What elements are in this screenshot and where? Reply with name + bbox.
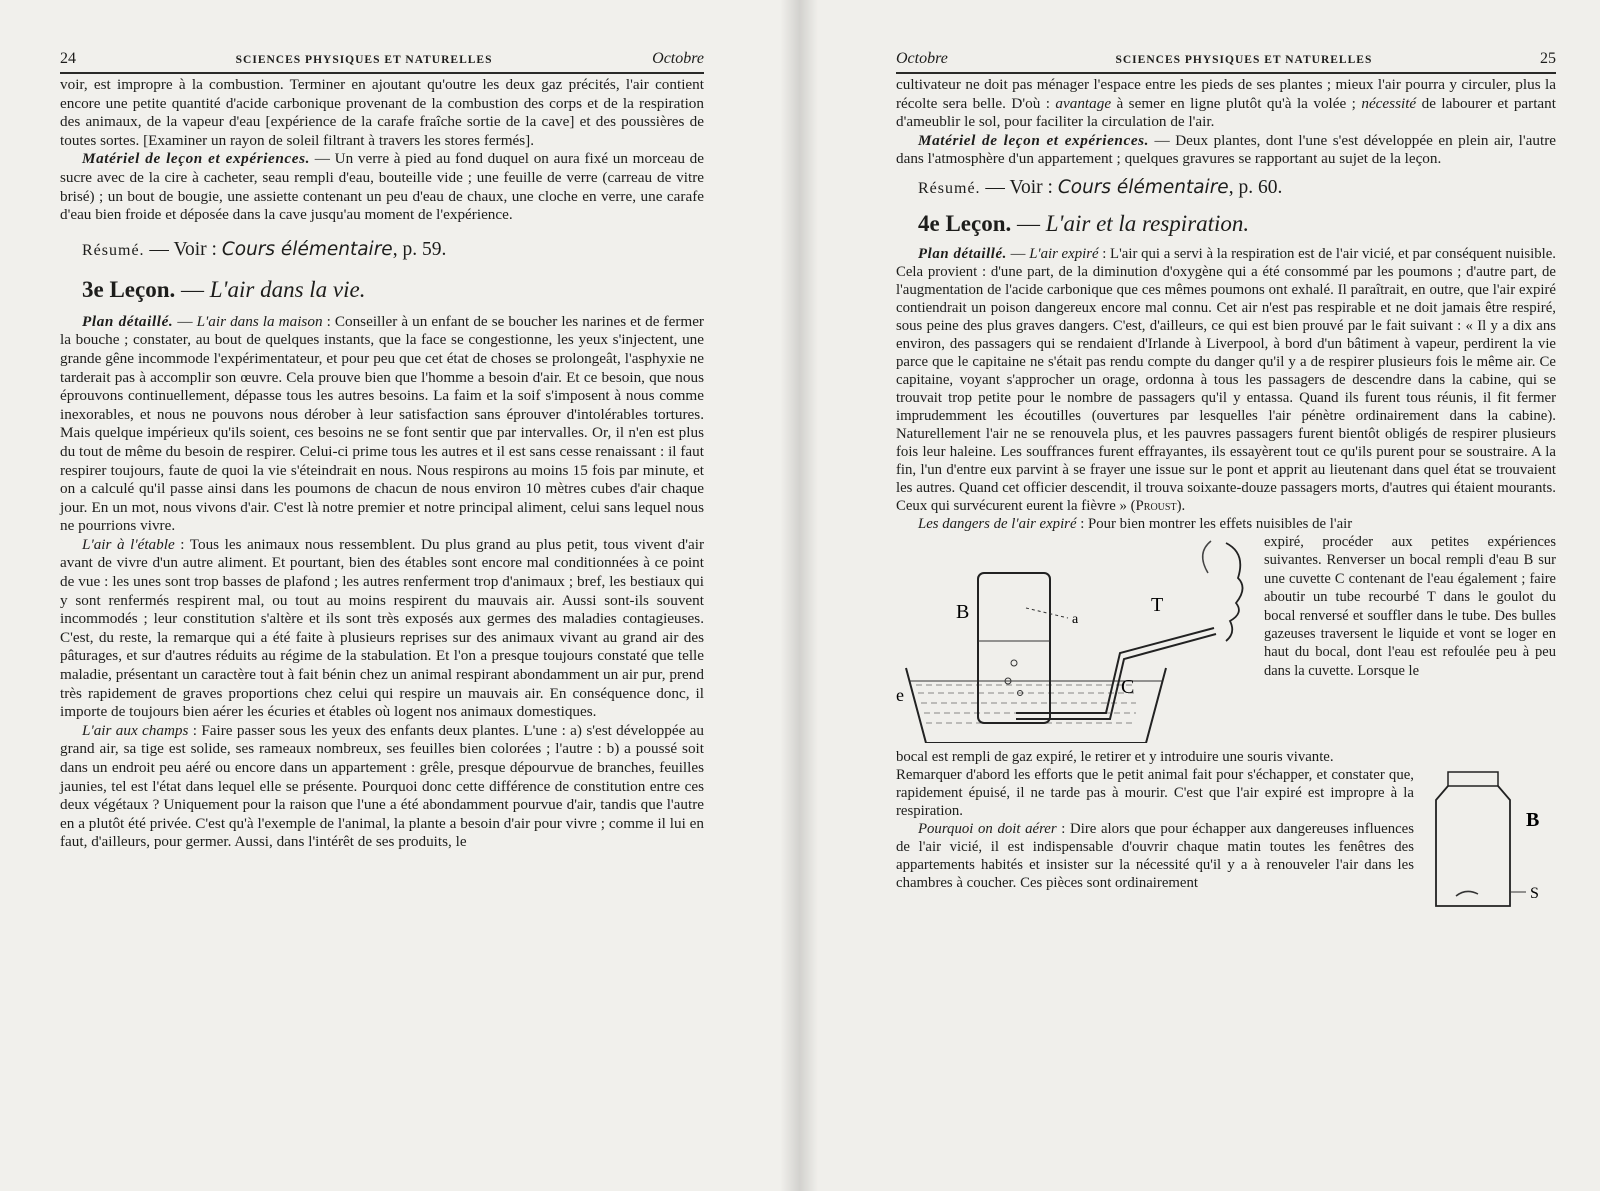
pourquoi-subheading: Pourquoi on doit aérer: [918, 820, 1057, 837]
emphasis-necessite: nécessité: [1361, 94, 1417, 112]
page-number: 25: [1539, 50, 1556, 67]
gutter-shadow: [800, 0, 818, 1191]
resume-reference: Cours élémentaire: [1057, 176, 1229, 198]
page-header: [896, 50, 1556, 74]
plan-label: Plan détaillé.: [82, 312, 174, 330]
right-page: [800, 0, 1600, 1191]
label-c: C: [1121, 675, 1135, 698]
plan-paragraph: Plan détaillé. — L'air expiré : L'air qui a servi à la respiration est de l'air vicié, et par conséquent nuisible. Cela provient : d'une part, de la diminution d'oxygène qui a été consommé par les poumons ; d'autre part, de l'augmentation de l'acide carbonique que ces mêmes poumons ont exhalé. Il paraîtrait, en outre, que l'air expiré contiendrait un poison dangereux encore mal connu. Cet air n'est pas respirable et ne doit jamais être respiré, sous peine des plus graves dangers. C'est, d'ailleurs, ce qui est bien prouvé par le fait suivant : « Il y a dix ans environ, des passagers qui se rendaient d'Irlande à Liverpool, à bord d'un bâtiment à vapeur, perdirent la vie parce que le capitaine ne s'était pas rendu compte du danger qu'il y a de respirer plusieurs fois le même air. Ce capitaine, voyant s'approcher un orage, ordonna à tous les passagers de descendre dans la cabine, qui se trouvait trop petite pour le nombre de passagers qu'il y entassa. Quand ils furent tous réunis, il fit fermer imprudemment les écoutilles (ouvertures par lesquelles l'air pénètre ordinairement dans la cabine). Naturellement l'air ne se renouvela plus, et les pauvres passagers furent bientôt obligés de respirer plusieurs fois leur haleine. Les souffrances furent effrayantes, ils essayèrent tout ce qu'ils purent pour se soustraire. A la fin, l'un d'entre eux parvint à se frayer une issue sur le pont et apprit au lieutenant dans quel état se trouvaient les autres. Quand cet officier descendit, il trouva soixante-douze passagers morts, d'autres qui étaient mourants. Ceux qui survécurent eurent la fièvre » (Proust).: [896, 245, 1556, 514]
resume-reference: Cours élémentaire: [221, 238, 393, 260]
pourquoi-text: : Dire alors que pour échapper aux dangereuses influences de l'air vicié, il est indispensable d'ouvrir chaque matin toutes les fenêtres des appartements habités et insister sur la nécessité qu'il y a à renouveler l'air dans les chambres à coucher. Ces pièces sont ordinairement: [896, 820, 1414, 891]
page-number: 24: [60, 50, 76, 67]
remarquer-paragraph: Remarquer d'abord les efforts que le petit animal fait pour s'échapper, et constater que, rapidement épuisé, il ne tarde pas à mourir. C'est que l'air expiré est impropre à la respiration.: [896, 766, 1414, 819]
etable-subheading: L'air à l'étable: [82, 535, 175, 553]
plan-label: Plan détaillé.: [918, 245, 1007, 262]
lesson-heading: 4e Leçon. — L'air et la respiration.: [918, 210, 1250, 236]
champs-paragraph: [60, 722, 704, 852]
tube-outline-inner: [1016, 634, 1216, 719]
label-t: T: [1151, 593, 1164, 616]
breathing-apparatus-figure: [896, 533, 1252, 748]
plan-subheading: L'air expiré: [1029, 245, 1099, 262]
jar-body: [1436, 786, 1510, 906]
bubble: [1011, 660, 1017, 666]
text-run: ).: [1176, 497, 1186, 514]
right-body-2: [896, 245, 1556, 921]
plan-paragraph: Plan détaillé. — L'air dans la maison : Conseiller à un enfant de se boucher les narines et de fermer la bouche ; constater, au bout de quelques instants, que la face se congestionne, les yeux s'injectent, une grande gêne incommode l'expérimentateur, et pour peu que cet état de choses se prolongeât, l'asphyxie ne tarderait pas à accomplir son œuvre. Cela prouve bien que l'homme a besoin d'air. Et ce besoin, que nous éprouvons continuellement, dépasse tous les autres besoins. La faim et la soif s'imposent à nous comme inexorables, et nous ne pouvons nous dérober à leur satisfaction sans éprouver d'intolérables tortures. Mais quelque impérieux qu'ils soient, ces besoins ne se font sentir que par intervalles. Or, il n'en est plus du tout de même du besoin de respirer. Celui-ci prime tous les autres et il est sans cesse renaissant : il faut respirer toujours, faute de quoi la vie s'éteindrait en nous. Nous respirons au moins 15 fois par minute, et on a calculé qu'il passe ainsi dans les poumons de chacun de nous environ 10 mètres cubes d'air chaque jour. En un mot, nous vivons d'air. C'est là notre premier et notre principal aliment, celui sans lequel nous ne pourrions vivre.: [60, 312, 704, 535]
jar-text: [896, 766, 1414, 892]
etable-paragraph: [60, 536, 704, 722]
resume-line: [82, 239, 704, 261]
gutter-shadow: [780, 0, 800, 1191]
champs-text: : Faire passer sous les yeux des enfants deux plantes. L'une : a) s'est développée au grand air, sa tige est solide, ses rameaux nombreux, ses feuilles bien colorées ; l'autre : b) a poussé soit dans un endroit peu aéré ou encore dans un appartement : grêle, presque dépourvue de branches, feuilles jaunies, tel est l'état dans lequel elle se présente. Pourquoi donc cette différence de constitution entre ces deux végétaux ? Uniquement pour la raison que l'une a été abondamment pourvue d'air, tandis que l'autre en a plutôt été privée. C'est qu'à l'exemple de l'animal, la plante a besoin d'air pour vivre ; comme il lui en faut, d'ailleurs, pour germer. Aussi, dans l'intérêt de ses produits, le: [60, 721, 704, 851]
pointer-a: [1026, 608, 1068, 618]
resume-voir: — Voir :: [980, 176, 1058, 198]
resume-page: , p. 59.: [392, 238, 447, 260]
water-hatching: [916, 685, 1136, 723]
plan-text: : Conseiller à un enfant de se boucher les narines et de fermer la bouche ; constater, au bout de quelques instants, que la face se congestionne, les yeux s'injectent, une grande gêne incommode l'expérimentateur, et pour peu que cet état de choses se prolongeât, l'asphyxie ne tarderait pas à accomplir son œuvre. Cela prouve bien que l'homme a besoin d'air. Et ce besoin, que nous éprouvons continuellement, dépasse tous les autres besoins. La faim et la soif s'imposent à nous comme inexorables, et nous ne pouvons nous dérober à leur satisfaction sans éprouver d'intolérables tortures. Mais quelque impérieux qu'ils soient, ces besoins ne se font sentir que par intervalles. Or, il n'en est plus du tout de même du besoin de respirer. Celui-ci prime tous les autres et il est sans cesse renaissant : il faut respirer toujours, faute de quoi la vie s'éteindrait en nous. Nous respirons au moins 15 fois par minute, et on a calculé qu'il passe ainsi dans les poumons de chacun de nous environ 10 mètres cubes d'air chaque jour. En un mot, nous vivons d'air. C'est là notre premier et notre principal aliment, celui sans lequel nous ne pourrions vivre.: [60, 312, 704, 535]
dangers-end: bocal est rempli de gaz expiré, le retirer et y introduire une souris vivante.: [896, 748, 1334, 765]
jar-illustration: [1426, 766, 1556, 916]
running-title: SCIENCES PHYSIQUES ET NATURELLES: [1115, 54, 1373, 66]
dangers-paragraph: [896, 515, 1556, 533]
apparatus-illustration: [896, 533, 1252, 743]
paragraph: [896, 76, 1556, 132]
materiel-text: — Deux plantes, dont l'une s'est développée en plein air, l'autre dans l'atmosphère d'un appartement ; quelques gravures se rapportant au sujet de la leçon.: [896, 131, 1556, 168]
header-month: Octobre: [896, 50, 948, 67]
label-e: e: [896, 684, 904, 705]
plan-text: : L'air qui a servi à la respiration est de l'air vicié, et par conséquent nuisible. Cela provient : d'une part, de la diminution d'oxygène qui a été consommé par les poumons ; d'autre part, de l'augmentation de l'acide carbonique que ces mêmes poumons ont exhalé. Il paraîtrait, en outre, que l'air expiré contiendrait un poison dangereux encore mal connu. Cet air n'est pas respirable et ne doit jamais être respiré, sous peine des plus graves dangers. C'est, d'ailleurs, ce qui est bien prouvé par le fait suivant : « Il y a dix ans environ, des passagers qui se rendaient d'Irlande à Liverpool, à bord d'un bâtiment à vapeur, perdirent la vie parce que le capitaine ne s'était pas rendu compte du danger qu'il y a de respirer plusieurs fois le même air. Ce capitaine, voyant s'approcher un orage, ordonna à tous les passagers de descendre dans la cabine, qui se trouvait trop petite pour le nombre de passagers qu'il y entassa. Quand ils furent tous réunis, il fit fermer imprudemment les écoutilles (ouvertures par lesquelles l'air pénètre ordinairement dans la cabine). Naturellement l'air ne se renouvela plus, et les pauvres passagers furent bientôt obligés de respirer plusieurs fois leur haleine. Les souffrances furent effrayantes, ils essayèrent tout ce qu'ils purent pour se soustraire. A la fin, l'un d'entre eux parvint à se frayer une issue sur le pont et apprit au lieutenant dans quel état se trouvaient les autres. Quand cet officier descendit, il trouva soixante-douze passagers morts, d'autres qui étaient mourants. Ceux qui survécurent eurent la fièvre » (: [896, 245, 1556, 514]
label-b: B: [1526, 808, 1540, 831]
face-profile: [1226, 543, 1243, 641]
dangers-text: : Pour bien montrer les effets nuisibles de l'air: [1076, 515, 1353, 532]
materiel-paragraph: [896, 132, 1556, 169]
mouse-shape: [1456, 891, 1478, 896]
materiel-text: — Un verre à pied au fond duquel on aura fixé un morceau de sucre avec de la cire à cacheter, seau rempli d'eau, bouteille vide ; une feuille de verre (carreau de vitre brisé) ; un bout de bougie, une assiette contenant un peu d'eau de chaux, une cloche en verre, une carafe d'eau bien froide et déposée dans la cave jusqu'au moment de l'expérience.: [60, 150, 704, 224]
label-b: B: [956, 600, 970, 623]
text-run: à semer en ligne plutôt qu'à la volée ;: [1111, 94, 1362, 112]
resume-line: [918, 177, 1556, 199]
lesson-heading: 3e Leçon. — L'air dans la vie.: [82, 276, 366, 302]
champs-subheading: L'air aux champs: [82, 721, 189, 739]
running-title: SCIENCES PHYSIQUES ET NATURELLES: [235, 54, 493, 66]
hair-stroke: [1203, 541, 1211, 573]
lesson-number: 4e Leçon.: [918, 210, 1012, 236]
figure-block: [896, 533, 1556, 748]
resume-label: Résumé.: [918, 179, 981, 197]
header-month: Octobre: [652, 50, 704, 67]
lesson-number: 3e Leçon.: [82, 276, 176, 302]
right-body: [896, 76, 1556, 169]
resume-label: Résumé.: [82, 241, 145, 259]
dangers-subheading: Les dangers de l'air expiré: [918, 515, 1077, 532]
left-body: [60, 76, 704, 225]
author-proust: Proust: [1135, 497, 1177, 514]
mouse-jar-figure: [1426, 766, 1556, 921]
left-body-2: [60, 313, 704, 852]
materiel-label: Matériel de leçon et expériences.: [918, 131, 1150, 149]
lesson-title: L'air et la respiration.: [1045, 210, 1250, 236]
jar-neck: [1448, 772, 1498, 786]
plan-subheading: L'air dans la maison: [196, 312, 323, 330]
lesson-title: L'air dans la vie.: [209, 276, 366, 302]
materiel-label: Matériel de leçon et expériences.: [82, 150, 310, 168]
jar-outline: [978, 573, 1050, 723]
label-s: S: [1530, 884, 1539, 902]
pourquoi-paragraph: [896, 820, 1414, 892]
jar-block: [896, 766, 1556, 921]
etable-text: : Tous les animaux nous ressemblent. Du plus grand au plus petit, tous vivent d'air avant de vivre d'un autre aliment. Et pourtant, bien des étables sont encore mal conditionnées à ce point de vue : les unes sont trop basses de plafond ; les autres renferment trop d'animaux ; bref, les bestiaux qui y sont renfermés respirent mal, ou tout au moins respirent du mauvais air. Aussi sont-ils souvent incommodés ; leur constitution s'altère et ils sont très exposés aux germes des maladies contagieuses. C'est, du reste, la remarque qui a été faite à plusieurs reprises sur des animaux vivant au grand air des pâturages, et sur d'autres réduits au régime de la stabulation. Et l'on a presque toujours constaté que telle maladie, présentant un caractère tout à fait bénin chez un animal respirant abondamment un air pur, prend très rapidement de graves proportions chez celui qui respire un mauvais air. En conséquence donc, il importe de toujours bien aérer les écuries et étables où logent nos animaux domestiques.: [60, 535, 704, 721]
resume-page: , p. 60.: [1228, 176, 1283, 198]
text-run: de labourer et partant d'ameublir le sol, pour faciliter la circulation de l'air.: [896, 94, 1556, 131]
dangers-continued: expiré, procéder aux petites expériences suivantes. Renverser un bocal rempli d'eau B sur une cuvette C contenant de l'eau également ; faire aboutir un tube recourbé T dans le goulot du bocal renversé et souffler dans le tube. Des bulles gazeuses traversent le liquide et vont se loger en haut du bocal, dont l'eau est refoulée peu à peu dans la cuvette. Lorsque le: [1264, 533, 1556, 679]
text-run: cultivateur ne doit pas ménager l'espace entre les pieds de ses plantes ; mieux l'air pourra y circuler, plus la récolte sera belle. D'où :: [896, 76, 1556, 112]
emphasis-avantage: avantage: [1055, 94, 1112, 112]
materiel-paragraph: [60, 150, 704, 224]
resume-voir: — Voir :: [144, 238, 222, 260]
label-a: a: [1072, 611, 1079, 627]
paragraph: voir, est impropre à la combustion. Terminer en ajoutant qu'outre les deux gaz précités, l'air contient encore une petite quantité d'acide carbonique provenant de la combustion des corps et de la respiration des animaux, de la vapeur d'eau [expérience de la carafe fraîche sortie de la cave] et des poussières de toutes sortes. [Examiner un rayon de soleil filtrant à travers les stores fermés].: [60, 76, 704, 149]
page-header: [60, 50, 704, 74]
